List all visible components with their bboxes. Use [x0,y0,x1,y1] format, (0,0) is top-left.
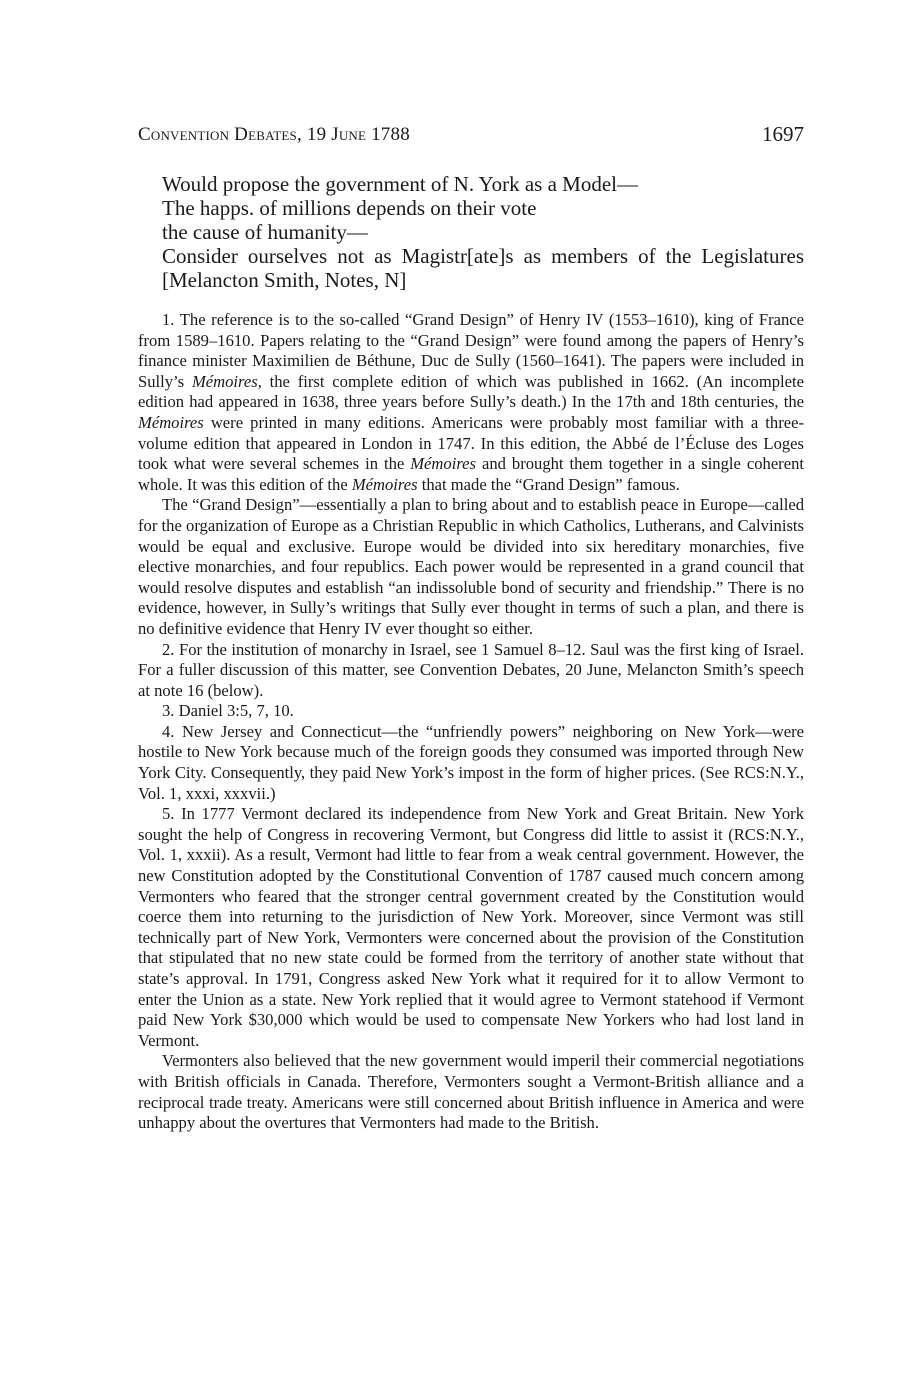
page-number: 1697 [762,122,804,146]
running-head-date-month: June [331,124,367,145]
footnote-1-text: 1. The reference is to the so-called “Grand Design” of Henry IV (1553–1610), king of France from 1589–1610. Papers relating to the “Grand Design” were found among the papers of Henry’s finance minister Maximilien de Béthune, Duc de Sully (1560–1641). The papers were included in Sully’s [138,310,804,391]
running-head-title: Convention Debates [138,124,297,145]
footnote-1-text: were printed in many editions. Americans were probably most familiar with a three-volume edition that appeared in London in 1747. In this edition, the Abbé de l’Écluse des Loges took what were several schemes in the [138,412,804,474]
footnote-5: 5. In 1777 Vermont declared its independence from New York and Great Britain. New York sought the help of Congress in recovering Vermont, but Congress did little to assist it (RCS:N.Y., Vol. 1, xxxii). As a result, Vermont had little to fear from a weak central government. However, the new Constitution adopted by the Constitutional Convention of 1787 caused much concern among Vermonters who feared that the stronger central government created by the Constitution would coerce them into returning to the jurisdiction of New York. Moreover, since Vermont was still technically part of New York, Vermonters were concerned about the provision of the Constitution that stipulated that no new state could be formed from the territory of another state without that state’s approval. In 1791, Congress asked New York what it required for it to allow Vermont to enter the Union as a state. New York replied that it would agree to Vermont statehood if Vermont paid New York $30,000 which would be used to compensate New Yorkers who had lost land in Vermont. [138,804,804,1050]
page-header [138,124,804,150]
memoires-italic: Mémoires [138,412,204,432]
quote-line: The happs. of millions depends on their vote [162,196,537,220]
footnotes [138,310,804,1134]
quote-line: Would propose the government of N. York as a Model— [162,172,638,196]
footnote-5-continued: Vermonters also believed that the new government would imperil their commercial negotiations with British officials in Canada. Therefore, Vermonters sought a Vermont-British alliance and a reciprocal trade treaty. Americans were still concerned about British influence in America and were unhappy about the overtures that Vermonters had made to the British. [138,1051,804,1133]
footnote-3: 3. Daniel 3:5, 7, 10. [162,701,294,721]
footnote-2: 2. For the institution of monarchy in Israel, see 1 Samuel 8–12. Saul was the first king of Israel. For a fuller discussion of this matter, see Convention Debates, 20 June, Melancton Smith’s speech at note 16 (below). [138,639,804,700]
footnote-1-text: that made the “Grand Design” famous. [417,474,680,494]
footnote-1-text: and brought them together in a single coherent whole. It was this edition of the [138,454,804,494]
running-head [138,124,410,146]
footnote-1-continued: The “Grand Design”—essentially a plan to bring about and to establish peace in Europe—called for the organization of Europe as a Christian Republic in which Catholics, Lutherans, and Calvinists would be equal and exclusive. Europe would be divided into six hereditary monarchies, five elective monarchies, and four republics. Each power would be represented in a grand council that would resolve disputes and establish “an indissoluble bond of security and friendship.” There is no evidence, however, in Sully’s writings that Sully ever thought in terms of such a plan, and there is no definitive evidence that Henry IV ever thought so either. [138,495,804,638]
running-head-date-year: 1788 [366,124,410,145]
quoted-notes-block [162,172,804,292]
memoires-italic: Mémoires [410,454,476,474]
memoires-italic: Mémoires [191,371,258,391]
quote-line: the cause of humanity— [162,220,368,244]
quote-line: Consider ourselves not as Magistr[ate]s as members of the Legislatures [Melancton Smith, Notes, N] [162,244,804,292]
memoires-italic: Mémoires [351,474,418,494]
footnote-1 [138,310,804,495]
running-head-date-day: , 19 [296,124,332,145]
footnote-1-text: , the first complete edition of which was published in 1662. (An incomplete edition had appeared in 1638, three years before Sully’s death.) In the 17th and 18th centuries, the [138,371,804,412]
footnote-4: 4. New Jersey and Connecticut—the “unfriendly powers” neighboring on New York—were hostile to New York because much of the foreign goods they consumed was imported through New York City. Consequently, they paid New York’s impost in the form of higher prices. (See RCS:N.Y., Vol. 1, xxxi, xxxvii.) [138,721,804,803]
